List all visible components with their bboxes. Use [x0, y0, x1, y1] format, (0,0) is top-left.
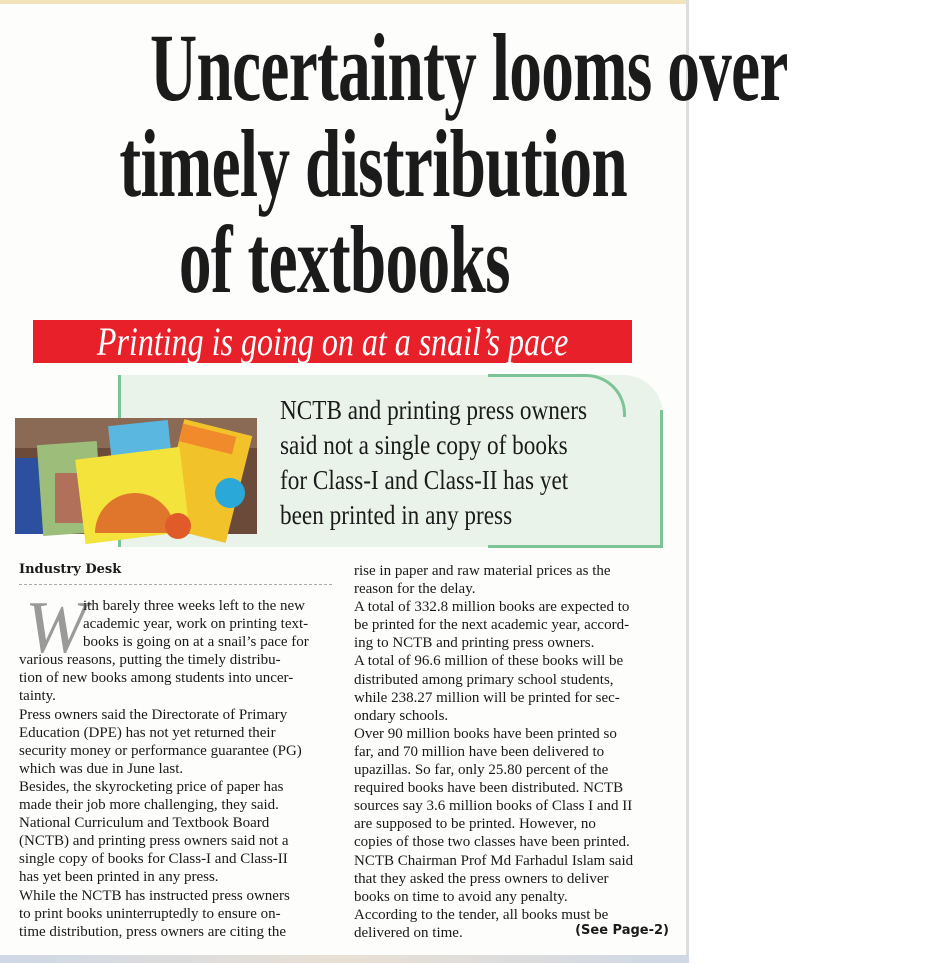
- article-line: time distribution, press owners are citing the: [19, 923, 287, 940]
- callout-line: said not a single copy of books: [280, 430, 568, 460]
- article-line: Press owners said the Directorate of Primary: [19, 706, 288, 723]
- article-line: single copy of books for Class-I and Class-II: [19, 851, 288, 868]
- article-line: (NCTB) and printing press owners said not a: [19, 833, 289, 850]
- see-page-link[interactable]: (See Page-2): [575, 922, 669, 938]
- article-line: to print books uninterruptedly to ensure on-: [19, 905, 281, 922]
- callout-border: [488, 545, 663, 548]
- article-line: ing to NCTB and printing press owners.: [354, 635, 595, 652]
- article-line: are supposed to be printed. However, no: [354, 816, 596, 833]
- article-line: various reasons, putting the timely distribu-: [19, 652, 281, 669]
- article-line: academic year, work on printing text-: [83, 616, 309, 633]
- article-line: books is going on at a snail’s pace for: [83, 634, 309, 651]
- drop-cap: W: [25, 587, 87, 669]
- article-line: A total of 96.6 million of these books will be: [354, 653, 624, 670]
- headline-line-1: Uncertainty looms over: [150, 14, 788, 121]
- article-line: tion of new books among students into uncer-: [19, 670, 294, 687]
- callout-line: NCTB and printing press owners: [280, 395, 587, 425]
- article-line: sources say 3.6 million books of Class I and II: [354, 798, 633, 815]
- article-line: be printed for the next academic year, accord-: [354, 617, 630, 634]
- headline-line-2: timely distribution: [119, 110, 627, 217]
- article-line: security money or performance guarantee (PG): [19, 742, 302, 759]
- article-line: copies of those two classes have been printed.: [354, 834, 630, 851]
- article-line: reason for the delay.: [354, 581, 476, 598]
- article-line: far, and 70 million have been delivered to: [354, 743, 605, 760]
- byline: Industry Desk: [19, 562, 122, 577]
- article-line: has yet been printed in any press.: [19, 869, 219, 886]
- article-line: while 238.27 million will be printed for sec-: [354, 689, 620, 706]
- callout-line: been printed in any press: [280, 500, 513, 530]
- callout-line: for Class-I and Class-II has yet: [280, 465, 569, 495]
- headline-line-3: of textbooks: [179, 206, 510, 313]
- article-line: While the NCTB has instructed press owners: [19, 887, 290, 904]
- divider: [19, 584, 332, 585]
- article-line: Besides, the skyrocketing price of paper has: [19, 778, 284, 795]
- article-line: ith barely three weeks left to the new: [83, 598, 305, 614]
- article-line: books on time to avoid any penalty.: [354, 888, 568, 905]
- article-line: NCTB Chairman Prof Md Farhadul Islam said: [354, 852, 634, 869]
- article-line: tainty.: [19, 688, 56, 705]
- article-line: upazillas. So far, only 25.80 percent of the: [354, 762, 609, 779]
- article-line: According to the tender, all books must be: [354, 906, 609, 923]
- article-line: that they asked the press owners to deliver: [354, 870, 609, 887]
- article-line: ondary schools.: [354, 707, 449, 724]
- article-line: made their job more challenging, they said.: [19, 797, 279, 814]
- article-line: distributed among primary school students,: [354, 671, 614, 688]
- article-line: Education (DPE) has not yet returned their: [19, 724, 276, 741]
- textbooks-photo: [15, 418, 257, 534]
- top-strip: [0, 0, 689, 4]
- article-column-1: [19, 587, 332, 941]
- subheadline-banner: Printing is going on at a snail’s pace: [33, 320, 632, 363]
- bottom-strip: [0, 955, 689, 963]
- article-line: required books have been distributed. NCTB: [354, 780, 624, 797]
- article-line: rise in paper and raw material prices as the: [354, 563, 611, 579]
- callout-text: [280, 393, 660, 533]
- article-line: which was due in June last.: [19, 760, 184, 777]
- article-column-2: [354, 562, 669, 942]
- article-line: A total of 332.8 million books are expected to: [354, 599, 630, 616]
- callout-border: [660, 410, 663, 546]
- article-line: delivered on time.: [354, 924, 463, 941]
- article-line: Over 90 million books have been printed so: [354, 725, 617, 742]
- article-line: National Curriculum and Textbook Board: [19, 815, 270, 832]
